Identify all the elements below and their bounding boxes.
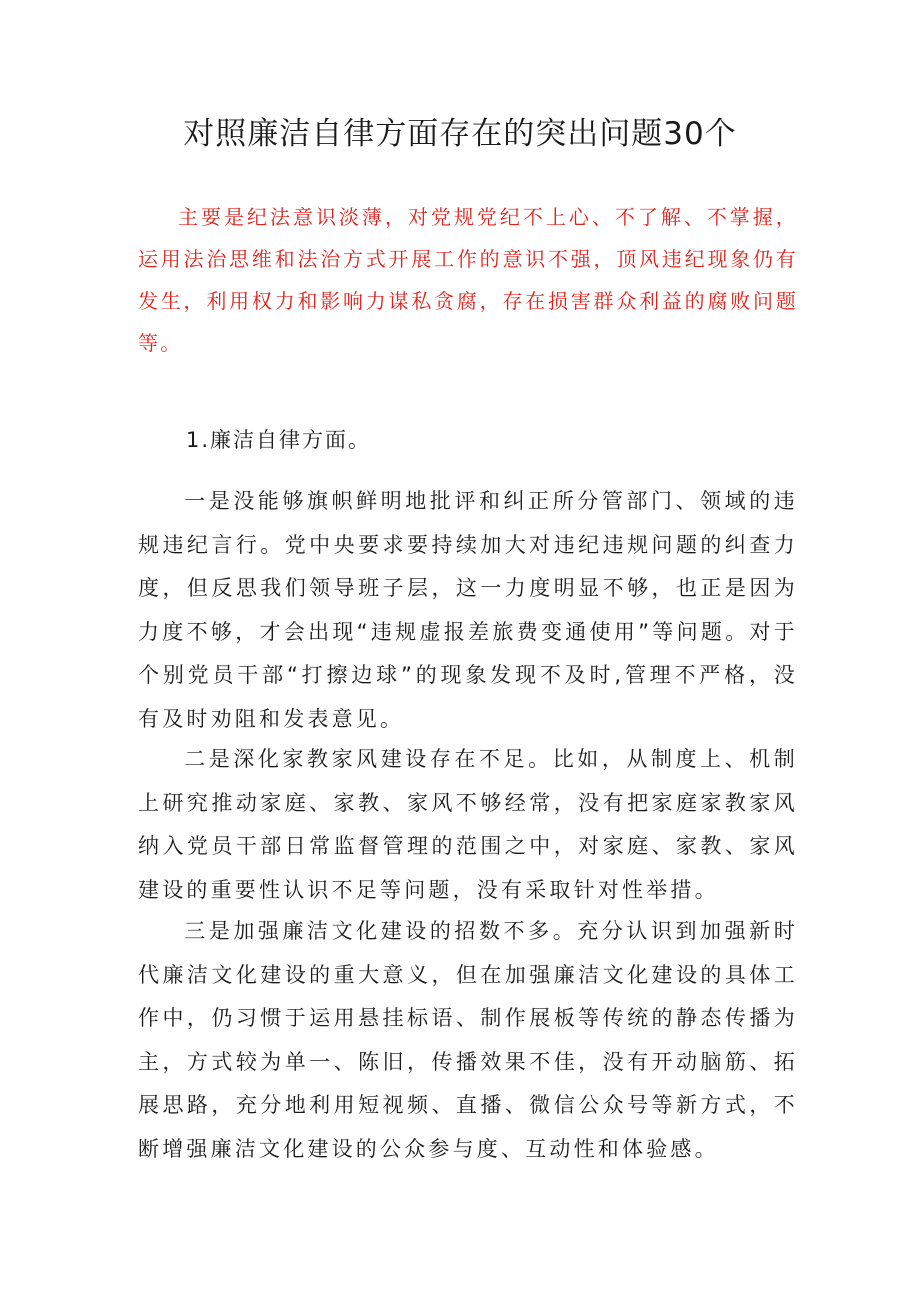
paragraph-1: 一是没能够旗帜鲜明地批评和纠正所分管部门、领域的违规违纪言行。党中央要求要持续加大对违纪违规问题的纠查力度，但反思我们领导班子层，这一力度明显不够，也正是因为力度不够，才会出现“违规虚报差旅费变通使用”等问题。对于个别党员干部“打擦边球”的现象发现不及时,管理不严格，没有及时劝阻和发表意见。 <box>138 489 798 731</box>
paragraph-2: 二是深化家教家风建设存在不足。比如，从制度上、机制上研究推动家庭、家教、家风不够经常，没有把家庭家教家风纳入党员干部日常监督管理的范围之中，对家庭、家教、家风建设的重要性认识不足等问题，没有采取针对性举措。 <box>138 747 798 902</box>
document-title: 对照廉洁自律方面存在的突出问题30个 <box>183 116 737 152</box>
section-heading: 1.廉洁自律方面。 <box>186 428 372 452</box>
summary-paragraph: 主要是纪法意识淡薄，对党规党纪不上心、不了解、不掌握，运用法治思维和法治方式开展工作的意识不强，顶风违纪现象仍有发生，利用权力和影响力谋私贪腐，存在损害群众利益的腐败问题等。 <box>138 205 798 355</box>
paragraph-3: 三是加强廉洁文化建设的招数不多。充分认识到加强新时代廉洁文化建设的重大意义，但在加强廉洁文化建设的具体工作中，仍习惯于运用悬挂标语、制作展板等传统的静态传播为主，方式较为单一、陈旧，传播效果不佳，没有开动脑筋、拓展思路，充分地利用短视频、直播、微信公众号等新方式，不断增强廉洁文化建设的公众参与度、互动性和体验感。 <box>138 919 798 1161</box>
